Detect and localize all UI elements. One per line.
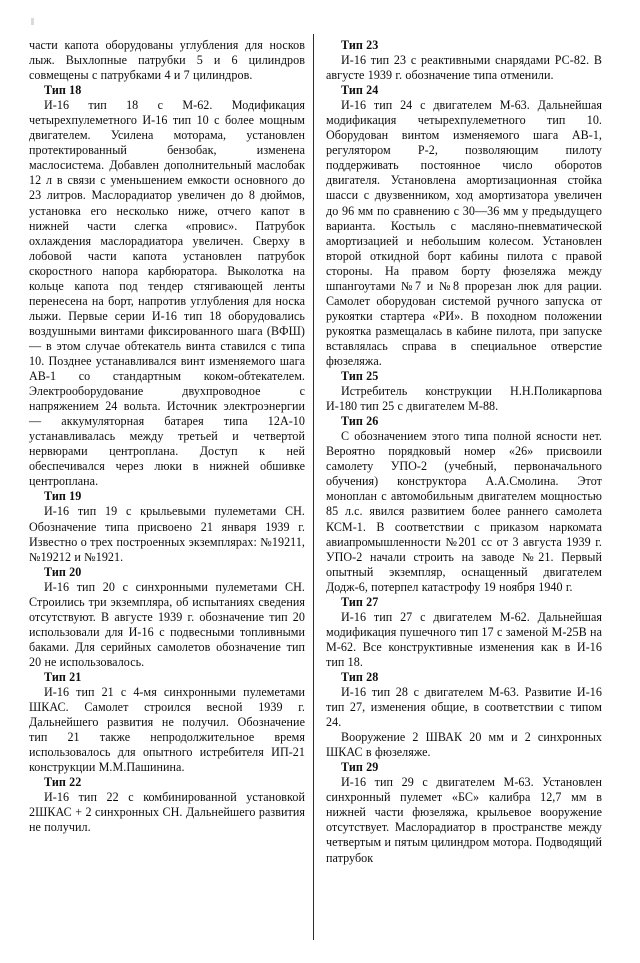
- text-column-left: [29, 38, 305, 835]
- section-heading: Тип 22: [44, 775, 82, 790]
- body-paragraph: Вооружение 2 ШВАК 20 мм и 2 синхронных ШКАС в фюзеляже.: [326, 730, 602, 760]
- body-paragraph: И-16 тип 27 с двигателем М-62. Дальнейшая модификация пушечного тип 17 с заменой М-25В на М-62. Все конструктивные изменения как в И-16 тип 18.: [326, 609, 602, 669]
- section-heading: Тип 29: [341, 760, 379, 775]
- section-heading: Тип 27: [341, 594, 379, 609]
- section-heading: Тип 24: [341, 83, 379, 98]
- section-heading: Тип 18: [44, 83, 82, 98]
- body-paragraph: И-16 тип 22 с комбинированной установкой 2ШКАС + 2 синхронных СН. Дальнейшего развития не получил.: [29, 790, 305, 835]
- body-paragraph: И-16 тип 18 с М-62. Модификация четырехпулеметного И-16 тип 10 с более мощным двигателем. Усилена моторама, установлен протектированный бензобак, изменена маслосистема. Добавлен дополнительный маслобак 12 л в связи с уменьшением емкости основного до 23 литров. Маслорадиатор увеличен до 8 дюймов, установка его несколько ниже, отчего капот в нижней части слегка «провис». Патрубок охлаждения маслорадиатора увеличен. Сверху в лобовой части капота установлен патрубок скоростного напора карбюратора. Выколотка на кольце капота под тендер стягивающей ленты перенесена на борт, напротив углубления для носка лыжи. Первые серии И-16 тип 18 оборудовались воздушными винтами фиксированного шага (ВФШ) — в этом случае обтекатель винта ставился с типа 10. Позднее устанавливался винт изменяемого шага АВ-1 со стандартным коком-обтекателем. Электрооборудование двухпроводное с напряжением 24 вольта. Источник электроэнергии — аккумуляторная батарея типа 12А-10 устанавливалась между третьей и четвертой нервюрами центроплана. Доступ к ней обеспечивался через люки в нижней обшивке центроплана.: [29, 98, 305, 489]
- body-paragraph: И-16 тип 24 с двигателем М-63. Дальнейшая модификация четырехпулеметного тип 10. Оборудован винтом изменяемого шага АВ-1, регулятором Р-2, позволяющим пилоту поддерживать постоянное число оборотов двигателя. Установлена амортизационная стойка шасси с двузвенником, ход амортизатора увеличен до 96 мм по сравнению с 30—36 мм у предыдущего варианта. Костыль с масляно-пневматической амортизацией и небольшим колесом. Установлен второй откидной борт кабины пилота с правой стороны. На правом борту фюзеляжа между шпангоутами №7 и №8 прорезан люк для рации. Самолет оборудован системой ручного запуска от рукоятки стартера «РИ». В походном положении рукоятка размещалась в кабине пилота, при запуске вставлялась справа в специальное отверстие фюзеляжа.: [326, 98, 602, 368]
- section-heading: Тип 19: [44, 489, 82, 504]
- section-heading: Тип 26: [341, 414, 379, 429]
- body-paragraph: И-16 тип 29 с двигателем М-63. Установлен синхронный пулемет «БС» калибра 12,7 мм в нижней части фюзеляжа, крыльевое вооружение отсутствует. Маслорадиатор в пространстве между четвертым и пятым цилиндром мотора. Подводящий патрубок: [326, 775, 602, 865]
- section-heading: Тип 25: [341, 369, 379, 384]
- body-paragraph: С обозначением этого типа полной ясности нет. Вероятно порядковый номер «26» присвоили самолету УПО-2 (учебный, первоначального обучения) конструктора А.А.Смолина. Этот моноплан с автомобильным двигателем мощностью 85 л.с. явился развитием более раннего самолета КСМ-1. В соответствии с приказом наркомата авиапромышленности №201 сс от 3 августа 1939 г. УПО-2 начали строить на заводе №21. Первый опытный экземпляр, оснащенный двигателем Додж-6, потерпел катастрофу 19 ноября 1940 г.: [326, 429, 602, 594]
- body-paragraph: Истребитель конструкции Н.Н.Поликарпова И-180 тип 25 с двигателем М-88.: [326, 384, 602, 414]
- body-paragraph: И-16 тип 23 с реактивными снарядами РС-82. В августе 1939 г. обозначение типа отменили.: [326, 53, 602, 83]
- body-paragraph: И-16 тип 28 с двигателем М-63. Развитие И-16 тип 27, изменения общие, в соответствии с типом 24.: [326, 685, 602, 730]
- body-paragraph: И-16 тип 20 с синхронными пулеметами СН. Строились три экземпляра, об испытаниях сведения отсутствуют. В августе 1939 г. обозначение тип 20 использовали для И-16 с подвесными топливными баками. Для серийных самолетов обозначение тип 20 не использовалось.: [29, 579, 305, 669]
- section-heading: Тип 20: [44, 564, 82, 579]
- section-heading: Тип 28: [341, 669, 379, 684]
- body-paragraph: И-16 тип 21 с 4-мя синхронными пулеметами ШКАС. Самолет строился весной 1939 г. Дальнейшего развития не получил. Обозначение тип 21 также непродолжительное время использовалось для опытного истребителя ИП-21 конструкции М.М.Пашинина.: [29, 685, 305, 775]
- section-heading: Тип 21: [44, 669, 82, 684]
- paragraph-continuation: части капота оборудованы углубления для носков лыж. Выхлопные патрубки 5 и 6 цилиндров совмещены с патрубками 4 и 7 цилиндров.: [29, 38, 305, 83]
- text-column-right: [326, 38, 602, 866]
- body-paragraph: И-16 тип 19 с крыльевыми пулеметами СН. Обозначение типа присвоено 21 января 1939 г. Известно о трех построенных экземплярах: №19211, №19212 и №1921.: [29, 504, 305, 564]
- section-heading: Тип 23: [341, 38, 379, 52]
